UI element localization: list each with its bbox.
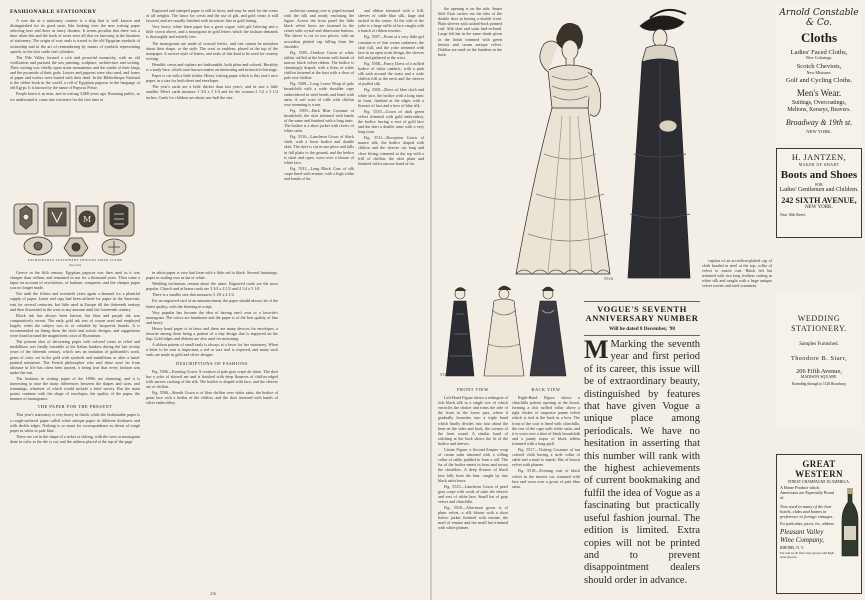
- paragraph: Fig. 5518—Evening coat of black velvet in the newest cut, trimmed with lace and worn over a gown of pale blue satin.: [512, 468, 580, 489]
- divider: [584, 301, 700, 302]
- crest-design-7: [102, 239, 126, 255]
- paragraph: The present idea of decorating paper with colored crests in relief and medallions was finally traceable to the Italian bankers during the last twenty years of the fifteenth century, which was an imitation of goldsmith's work, gems of color set in the gold with symbols and medallions or after a hand-painted miniature. The French philosopher who said these were far from ultimate in life has often been quoted, it being true that every fashion was under the sun.: [10, 339, 140, 375]
- paragraph: Block ink has always been known, but blue and purple ink was comparatively recent. The early gold ink was of course used and employed largely when the subject was in or valuable by lacquerite brands. It is recommended on fining them the cloth and artistic designs, and suggestions were found around the magnificent court of Byzantium.: [10, 312, 140, 339]
- crest-design-4: [104, 202, 134, 236]
- fashion-column-4: [358, 8, 424, 590]
- ad-line: Golf and Cycling Cloths.: [785, 77, 853, 85]
- stationery-designs-image: [10, 196, 140, 258]
- ad-brand: Arnold Constable & Co.: [779, 8, 859, 29]
- ad-arnold-constable: [776, 6, 862, 144]
- paragraph: The Nile Valley formed a rich and powerful monarchy, with an old civilization and pursued the arts painting, sculpture, architecture and writing. Their writing was chiefly upon stone monuments and the tombs of their kings and the pyramids of their gods. Leaves and papyrus were also used, and forms of paper and wafers were buried with their dead. In the Bibliotheque National is the oldest book in the world, a roll of Egyptian papyrus in the language of old Egypt. It is known by the name of Papyrus Prisse.: [10, 54, 140, 91]
- paragraph: Right-Hand Figure shows a chinchilla paletot opening at the throat, forming a chic ruffled collar above a tight choker of turquoise panne velvet which is tied at the back in a bow. The front of the coat is lined with chinchilla, the rest of the cape with white satin, and it is worn over a skirt of black broadcloth and a jaunty toque of black taffeta trimmed with a long quill.: [512, 395, 580, 446]
- svg-text:M: M: [83, 215, 92, 224]
- ad-square: MADISON SQUARE.: [800, 374, 838, 380]
- champagne-bottle-icon: [840, 488, 860, 558]
- ad-wedding-stationery: [776, 294, 862, 426]
- stationery-column-2-lower: [146, 270, 278, 590]
- paragraph: Fig. 5507—Front of a very little girl costume is of fine cream cashmere, the skirt full, and the yoke trimmed with lace in an open work design, the sleeves full and gathered at the wrist.: [358, 34, 424, 60]
- ad-headline: GREAT WESTERN: [795, 459, 843, 480]
- fashion-continued-column: [438, 6, 502, 66]
- ad-body: [780, 484, 858, 594]
- ad-great-western: [776, 454, 862, 594]
- crest-design-5: [24, 237, 52, 255]
- anniversary-text: Marking the seventh year and first period of its career, this issue will be of extraordinary beauty, distinguished by features that have given Vogue a unique place among periodicals. We have no hesitation in asserting that this number will rank with the highest achievements of current bookmaking and fulfil the idea of Vogue as a fascinating but practically useful fashion journal. The edition is limited. Extra copies will not be printed and to prevent disappointment dealers should order in advance.: [584, 339, 700, 586]
- paragraph: Fig. 5509—Dress of blue cloth and white lace, the bodice with a long tunic in front, finished at the edges with a flounce of lace and a bow of blue silk.: [358, 87, 424, 108]
- paragraph: Paper is cut with a little tickler. Heavy writing paper which is this year's nice paper, in a size for both sheet and envelopes.: [146, 73, 278, 84]
- stationery-column: [10, 8, 140, 194]
- left-page: [0, 0, 430, 600]
- right-page: [432, 0, 865, 600]
- paragraph: Fig. 5506—Evening Gown. A creation of pale gray crepe de chine. The skirt has a yoke of shirred net and is finished with deep flounces of chiffon edged with narrow ruching of the silk. The bodice is draped with lace, and the sleeves are of chiffon.: [146, 368, 278, 389]
- ad-headline: Cloths: [800, 29, 838, 45]
- stationery-column-lower: [10, 270, 140, 590]
- fashion-illustration-5516: [504, 4, 622, 286]
- paragraph: Fig. 5516—Afternoon gown is of plum velvet, a silk blouse with a short bolero jacket finished with ermine, the muff of ermine and the small hat trimmed with white plumes.: [438, 505, 508, 531]
- crest-design-3: [76, 206, 98, 232]
- paragraph: Heraldic crests and ciphers are fashionable, both plain and colored. Heraldry is a study here, which once known makes an interesting and instructive heritage.: [146, 61, 278, 73]
- ad-name: Theodore B. Starr,: [790, 354, 848, 362]
- ad-headline: WEDDING STATIONERY.: [791, 314, 847, 333]
- paragraph: The monograms are made of crossed letters, and one cannot be mistaken about their shape, or the style. The crest or emblem, placed at the top of the notepaper. A cursive style of letters, and seals of this kind to be used for country writing.: [146, 40, 278, 61]
- designs-caption-note: (See text): [68, 263, 82, 267]
- paragraph: A rose die at a stationery counter is a ship that is well known and distinguished for its good taste, like looking over the new writing paper selecting here and there as fancy dictates. It seems peculiar that there was a time when this and the book of roses were all that we knowing in the business of stationery. The origin of wax seals is traced to the old Egyptian symbols of ownership and in the art of remembering by means of symbols representing speech, in the first crude seal cylinders.: [10, 18, 140, 54]
- paragraph: Engraved and stamped paper is still in favor, and may be used for the crests of all weights. The fancy for crests and the use of gilt, and gold crests is still favored, and are usually finished with an artistic line in gold tinting.: [146, 8, 278, 24]
- ad-for: FOR: [815, 182, 823, 187]
- paragraph: Fig. 5505—Outdoor Gown of white taffeta ruffled at the bottom with bands of narrow black velvet ribbon. The bodice is charmingly draped, with a fichu of white chiffon fastened at the bust with a chou of pale rose chiffon.: [284, 49, 354, 81]
- designs-caption: FASHIONABLE STATIONERY DESIGNS FROM STAMP: [27, 258, 123, 262]
- anniversary-body: [584, 335, 700, 587]
- ad-place: RHEIMS, N. Y.: [780, 546, 804, 551]
- paragraph: People knew it as nine, and in writing 3,000 years ago. Roaming public, as we understand it, came into existence for the first time in: [10, 91, 140, 102]
- ad-samples: Samples Furnished.: [799, 342, 839, 347]
- paragraph: Fig. 5506—Sheath Gown is of blue chiffon over white satin, the bodice of point lace with a bertha of the chiffon, and the skirt trimmed with bands of silver embroidery.: [146, 389, 278, 406]
- paragraph: Not until the fifteen and twentieth years again a demand for a plentiful supply of paper. Linen and rags had been utilized for paper in the Saracenic east for several centuries, but little used in Europe till the thirteenth century and then flourished in the west in any amount until the fourteenth century.: [10, 291, 140, 312]
- ad-line: Suitings, Overcoatings,: [791, 100, 847, 107]
- paragraph: A ribbon pattern of small seals is always at a favor for her stationery. When a letter to be sent is important, a red or wax seal is required, and many such seals are made in gold and silver designs.: [146, 342, 278, 358]
- paragraph: Center Figure, a Second Empire wrap of cream satin trimmed with a rolling collar of sable, padded to form a roll. The fur of the bodice meets in front and across the shoulders. A deep flounce of black lace falls from the bust, caught by tiny black satin bows.: [438, 447, 508, 483]
- ad-line: A Home Product which Americans are Especially Proud of.: [780, 485, 834, 500]
- drop-cap: M: [584, 335, 609, 364]
- ad-company: Pleasant Valley Wine Company,: [780, 528, 824, 545]
- paragraph: Left-Hand Figure shows a redingote of rich black silk in a single row of which encircles the choker and trims the side of the front in the lower part, where it gradually branches into a triple band which finally divides into four about the hem on the sides and back, the corners of the front round. A similar band of stitching at the back shows the fit of the bodice and sleeves.: [438, 395, 508, 446]
- paragraph: Fig. 5510—Gown of dark green velvet trimmed with gold embroidery, the bodice having a vest of gold lace and the skirt a double tunic with a very long train.: [358, 108, 424, 135]
- ad-line: Men's Wear.: [796, 88, 842, 99]
- crest-design-2: [44, 202, 70, 236]
- ad-sub: FINEST CHAMPAGNE IN AMERICA.: [788, 479, 850, 484]
- ad-line: For particulars, prices, etc., address: [780, 521, 834, 526]
- ad-street: 242 SIXTH AVENUE,: [781, 196, 857, 206]
- figure-number-5516: 5516: [604, 276, 614, 281]
- anniversary-date: Will be dated 8 December, '98: [609, 326, 675, 332]
- ad-line: Ladies' Faced Cloths,: [790, 48, 848, 56]
- stationery-heading: FASHIONABLE STATIONERY: [10, 9, 97, 15]
- paragraph: There is a smaller size that measures 3 1/8 x 4 1/2.: [152, 292, 235, 298]
- paragraph: orchestra coming over it, piped around with the silk and neatly enclosing the figure. Across the front panel the little black velvet bows are fastened in the center with crystal and rhinestone buttons. The sleeve is cut in two pieces, with an accordion plaited cap falling from the shoulder.: [284, 8, 354, 49]
- fashion-illustration-5505: [436, 284, 574, 382]
- paragraph: Greece in the fifth century. Egyptian papyrus was then used as it was cheaper than vellum, and remained in use for a thousand years. Then came a lapse on account of revolutions, of barbaric conquests, and the cheaper paper was no longer made.: [10, 270, 140, 291]
- page-number: 216: [210, 591, 216, 596]
- figure-number-5505: 5505: [440, 372, 450, 377]
- paragraph: Fig. 5508—Fancy Dress of a ruffled bodice of white cambric, with a pink silk sash around the waist and a wide chiffon frill at the neck and the sleeves of puffed silk.: [358, 60, 424, 87]
- ad-headline: Boots and Shoes: [780, 169, 858, 182]
- ad-name: H. JANTZEN,: [791, 152, 847, 162]
- ad-line: Meltons, Kerseys, Beavers.: [787, 107, 851, 114]
- paragraph: caption of an accordion-plaited cap of cloth banded in steel at the top, collar of velvet to match coat. Black felt hat trimmed with two long feathers curling in white silk and caught with a large antique velvet rosette and steel ornament.: [702, 258, 772, 289]
- ad-city: NEW YORK.: [806, 128, 832, 134]
- anniversary-title: VOGUE'S SEVENTH ANNIVERSARY NUMBER: [585, 304, 699, 323]
- paragraph: Fig. 5510—Luncheon Gown of black cloth, with a loose bodice and double skirt. The skirt is cut in one piece and falls in full plaits to the ground, and the bodice is short and open, worn over a blouse of white lace.: [284, 134, 354, 165]
- paragraph: The year's cards are a little thicker than last year's, and in size a little smaller. Men's cards measure 1 3/4 x 3 1/4 and for the women 2 1/2 x 3 1/2 inches. Cards for children are about one-half the size.: [146, 84, 278, 100]
- ad-line-small: New Colorings.: [805, 55, 833, 61]
- front-view-caption: FRONT VIEW: [457, 387, 489, 392]
- ad-note: Extending through to 1128 Broadway.: [791, 382, 847, 387]
- paragraph: Fig. 5511—Long Black Coat of silk crepe lined with ermine, with a high collar and bands of fur.: [284, 165, 354, 181]
- ad-city: NEW YORK.: [805, 205, 833, 211]
- fashion-column-3: [284, 8, 354, 590]
- ad-note: Near 16th Street.: [780, 212, 806, 217]
- ad-address: Broadway & 19th st.: [785, 117, 853, 127]
- stationery-column-2: [146, 8, 278, 194]
- ad-street: 206 Fifth Avenue,: [796, 368, 842, 376]
- paragraph: These are cut in the shape of a ticket or oblong, with the crest or monogram done in color as the die is cut, and the address placed at the top of the page.: [10, 433, 140, 444]
- paragraph: This year's stationery is very heavy in finish, while the fashionable paper is a rough-surfaced paper called white antique paper in different thickness and with deckle edges. Nothing is so smart for correspondence as sheets of rough paper in white or pale blue.: [10, 412, 140, 433]
- fashion-left-hand-column: [438, 384, 508, 594]
- paragraph: Fig. 5508—Long Loose Wrap of pale broadcloth with a wide shoulder cape embroidered in steel beads and lined with satin. A soft scarf of tulle with chiffon rose trimming is worn.: [284, 81, 354, 107]
- paragraph: Heavy bond paper is in favor and there are many devices for envelopes, a favorite among them being a pattern of a tiny design that is engraved on the flap. Gold edges and ribbons are also used for mourning.: [146, 325, 278, 342]
- ad-text-block: [780, 486, 838, 560]
- ad-tag: MAKER OF SMART: [798, 162, 840, 167]
- paragraph: the opening is on the side. Smart little Eton carries out the idea of the double skirt in having a double front. Plain sleeves with tucked-back pointed cuff. Silk skirt and satin find-in-band. Large felt hat in the same shade given as the finish trimmed with green breasts and cream antique velvet. Dahlias are used on the bandeau in the back.: [438, 6, 502, 57]
- fashion-illustration-coat: [620, 4, 698, 288]
- paragraph: For an engraved card of an announcement, the paper should always be of the finest quality, with the lettering in script.: [146, 298, 278, 309]
- paragraph: in white paper is very bad form with a little red to black. Several fastenings, paper or sealing wax in tan or white.: [146, 270, 278, 281]
- paragraph: and ribbon trimmed with a frill, sleeves of cable blue silk, large and tucked in the center. At the side of the yoke is a large ruffle of lace caught with a bunch of ribbon rosettes.: [358, 8, 424, 34]
- paragraph: Fig. 5509—Dark Blue Costume of broadcloth, the skirt trimmed with bands of the same and finished with a long tunic. The bodice is a short jacket with revers of white satin.: [284, 107, 354, 134]
- section-subheading: THE PAPER FOR THE PRESENT: [37, 404, 113, 410]
- ad-note: For sale by all first-class grocers and high-class grocers.: [780, 551, 835, 560]
- crest-design-6: [64, 238, 88, 256]
- paragraph: Fig. 5515—Luncheon Gown of pearl gray crepe with cords of satin the sleeves and vest of white lace. Small hat of gray velvet and chinchilla.: [438, 483, 508, 504]
- ad-line-small: New Mixtures.: [806, 69, 832, 75]
- anniversary-notice: [584, 298, 700, 598]
- paragraph: Very heavy white linen paper has a great vogue, with gilt lettering and a little crown above, and a monogram in gold letters which the fashion demands is thoroughly and entirely free.: [146, 24, 278, 40]
- paragraph: Very popular has become the idea of having one's own or a favorite's monogram. The colors are handsome and the paper is of the best quality of fine and heavy.: [146, 309, 278, 325]
- crest-design-1: [14, 204, 38, 234]
- fashion-right-hand-column: [512, 384, 580, 594]
- coat-caption: [702, 258, 772, 294]
- ad-jantzen: [776, 148, 862, 238]
- ad-line: Scotch Cheviots,: [796, 63, 842, 71]
- paragraph: The fashions in writing paper of the 1890s are charming, and it is interesting to note the many differences between the shapes and sizes, and trimmings, whatever of which would include a brief survey. But the main points continue with the shape of envelopes, the quality of the paper, the manner of monograms.: [10, 375, 140, 402]
- paragraph: Wedding invitations remain about the same. Engraved cards are the most popular. Church and at home cards are 3 3/4 x 4 1/2 and 4 1/4 x 5 1/4.: [146, 281, 278, 292]
- back-view-caption: BACK VIEW: [531, 387, 561, 392]
- paragraph: Fig. 5517—Visiting Costume of tan colored cloth having a stole collar of sable and a muff to match. Hat of brown velvet with plumes.: [512, 447, 580, 468]
- ad-audience: Ladies' Gentlemen and Children.: [779, 187, 859, 194]
- fashions-subheading: DESCRIPTIONS OF FASHIONS: [176, 360, 248, 366]
- paragraph: Fig. 5511—Reception Gown of mauve silk, the bodice draped with chiffon and the sleeves cut long and close fitting, trimmed at the top with a frill of chiffon, the skirt plain and finished with a narrow band of fur.: [358, 135, 424, 166]
- ad-line: Now used in many of the best hotels, clubs and homes in preference to foreign vintages.: [780, 503, 834, 519]
